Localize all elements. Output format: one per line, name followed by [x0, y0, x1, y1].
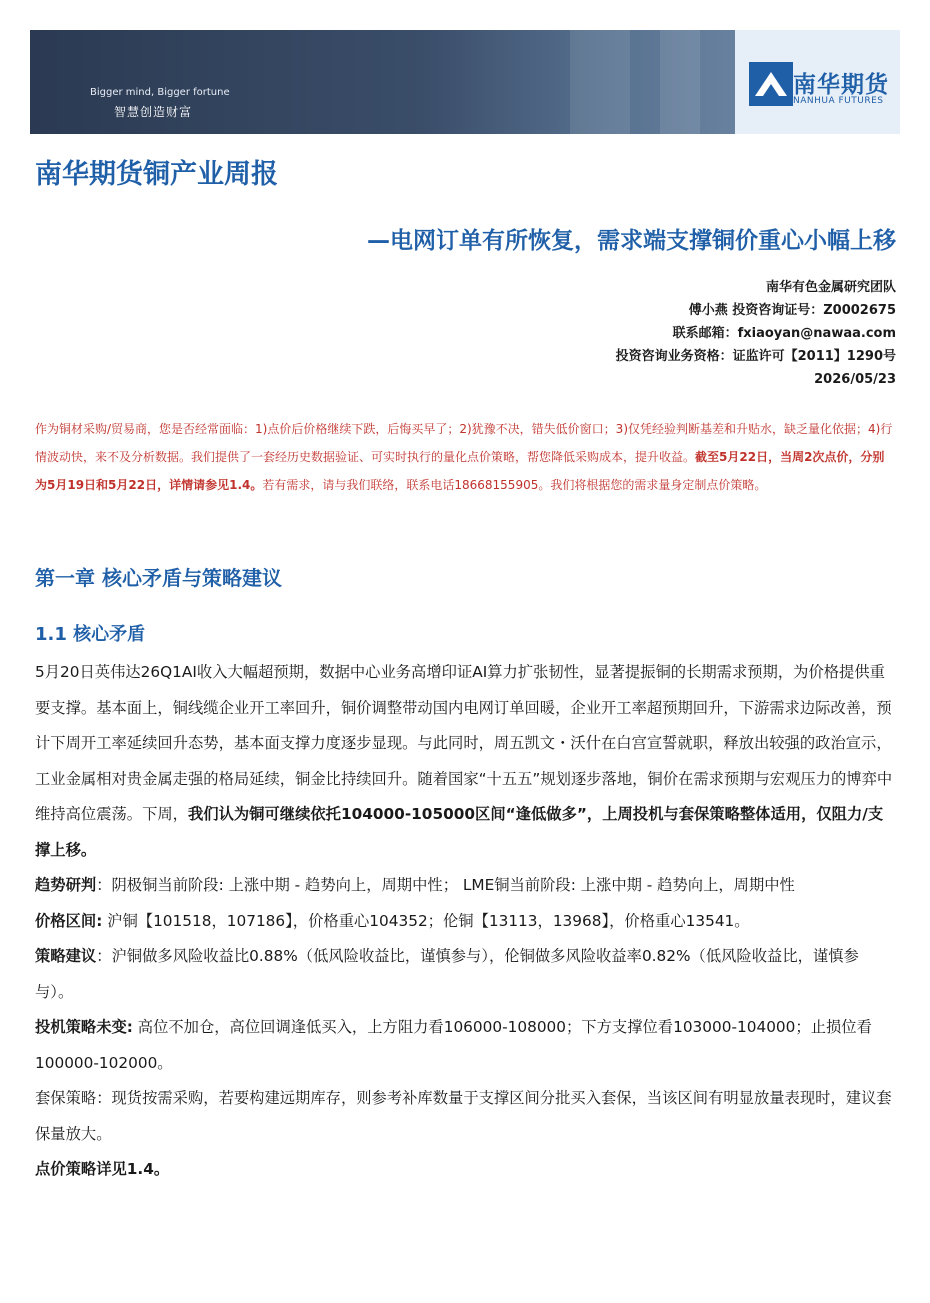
notice-text: 作为铜材采购/贸易商，您是否经常面临：1)点价后价格继续下跌，后悔买早了；2)犹豫不决，错失低价窗口；3)仅凭经验判断基差和升贴水，缺乏量化依据；4)行情波动快，来不及分析数据。我们提供了一套经历史数据验证、可实时执行的量化点价策略，帮您降低采购成本，提升收益。 — [35, 422, 893, 464]
chapter-heading: 第一章 核心矛盾与策略建议 — [35, 566, 282, 590]
service-notice — [35, 415, 895, 499]
speculation-paragraph — [35, 1010, 895, 1081]
strategy-text: ：沪铜做多风险收益比0.88%（低风险收益比，谨慎参与），伦铜做多风险收益率0.82%（低风险收益比，谨慎参与）。 — [35, 947, 859, 1001]
notice-highlight: 截至5月22日，当周2次点价，分别为5月19日和5月22日，详情请参见1.4。 — [35, 450, 885, 492]
research-team: 南华有色金属研究团队 — [765, 280, 896, 295]
banner-stripe — [660, 30, 700, 134]
license-info: 投资咨询业务资格：证监许可【2011】1290号 — [615, 349, 896, 364]
analysis-text: 5月20日英伟达26Q1AI收入大幅超预期，数据中心业务高增印证AI算力扩张韧性，显著提振铜的长期需求预期，为价格提供重要支撑。基本面上，铜线缆企业开工率回升，铜价调整带动国内电网订单回暖，企业开工率超预期回升，下游需求边际改善，预计下周开工率延续回升态势，基本面支撑力度逐步显现。与此同时，周五凯文・沃什在白宫宣誓就职，释放出较强的政治宣示，工业金属相对贵金属走强的格局延续，铜金比持续回升。随着国家“十五五”规划逐步落地，铜价在需求预期与宏观压力的博弈中维持高位震荡。下周， — [35, 663, 893, 823]
section-heading: 1.1 核心矛盾 — [35, 624, 146, 645]
report-date: 2026/05/23 — [814, 372, 896, 387]
price-range-label: 价格区间: — [35, 911, 103, 930]
analyst-name: 傅小燕 投资咨询证号：Z0002675 — [688, 303, 896, 318]
price-range-text: 沪铜【101518，107186】，价格重心104352；伦铜【13113，13968】，价格重心13541。 — [102, 911, 750, 930]
company-logo — [735, 30, 900, 134]
report-subtitle: —电网订单有所恢复，需求端支撑铜价重心小幅上移 — [367, 228, 896, 254]
strategy-label: 策略建议 — [35, 947, 97, 965]
author-info — [616, 276, 896, 391]
trend-paragraph — [35, 868, 895, 904]
slogan-chinese: 智慧创造财富 — [114, 105, 193, 119]
notice-contact: 若有需求，请与我们联络，联系电话18668155905。我们将根据您的需求量身定制点价策略。 — [262, 478, 767, 492]
logo-english-text: NANHUA FUTURES — [793, 96, 884, 106]
slogan-english: Bigger mind, Bigger fortune — [90, 87, 230, 98]
trend-text: ：阴极铜当前阶段: 上涨中期 - 趋势向上，周期中性； LME铜当前阶段: 上涨中期 - 趋势向上，周期中性 — [96, 876, 795, 894]
hedge-paragraph: 套保策略：现货按需采购，若要构建远期库存，则参考补库数量于支撑区间分批买入套保，当该区间有明显放量表现时，建议套保量放大。 — [35, 1089, 892, 1143]
contact-email: 联系邮箱：fxiaoyan@nawaa.com — [672, 326, 896, 341]
strategy-paragraph — [35, 939, 895, 1010]
price-range-paragraph — [35, 904, 895, 940]
pricing-strategy-note: 点价策略详见1.4。 — [35, 1160, 170, 1178]
pricing-strategy-paragraph — [35, 1152, 895, 1188]
analysis-conclusion: 我们认为铜可继续依托104000-105000区间“逢低做多”，上周投机与套保策略整体适用，仅阻力/支撑上移。 — [35, 805, 884, 859]
speculation-text: 高位不加仓，高位回调逢低买入，上方阻力看106000-108000；下方支撑位看103000-104000；止损位看100000-102000。 — [35, 1018, 872, 1072]
speculation-label: 投机策略未变: — [35, 1018, 133, 1036]
report-body — [35, 655, 895, 1188]
banner-stripe — [570, 30, 630, 134]
trend-label: 趋势研判 — [35, 876, 97, 894]
nanhua-logo-icon — [749, 62, 793, 106]
logo-chinese-text: 南华期货 — [793, 72, 889, 98]
report-title: 南华期货铜产业周报 — [35, 159, 278, 190]
core-analysis-paragraph — [35, 655, 895, 868]
header-banner — [30, 30, 900, 134]
